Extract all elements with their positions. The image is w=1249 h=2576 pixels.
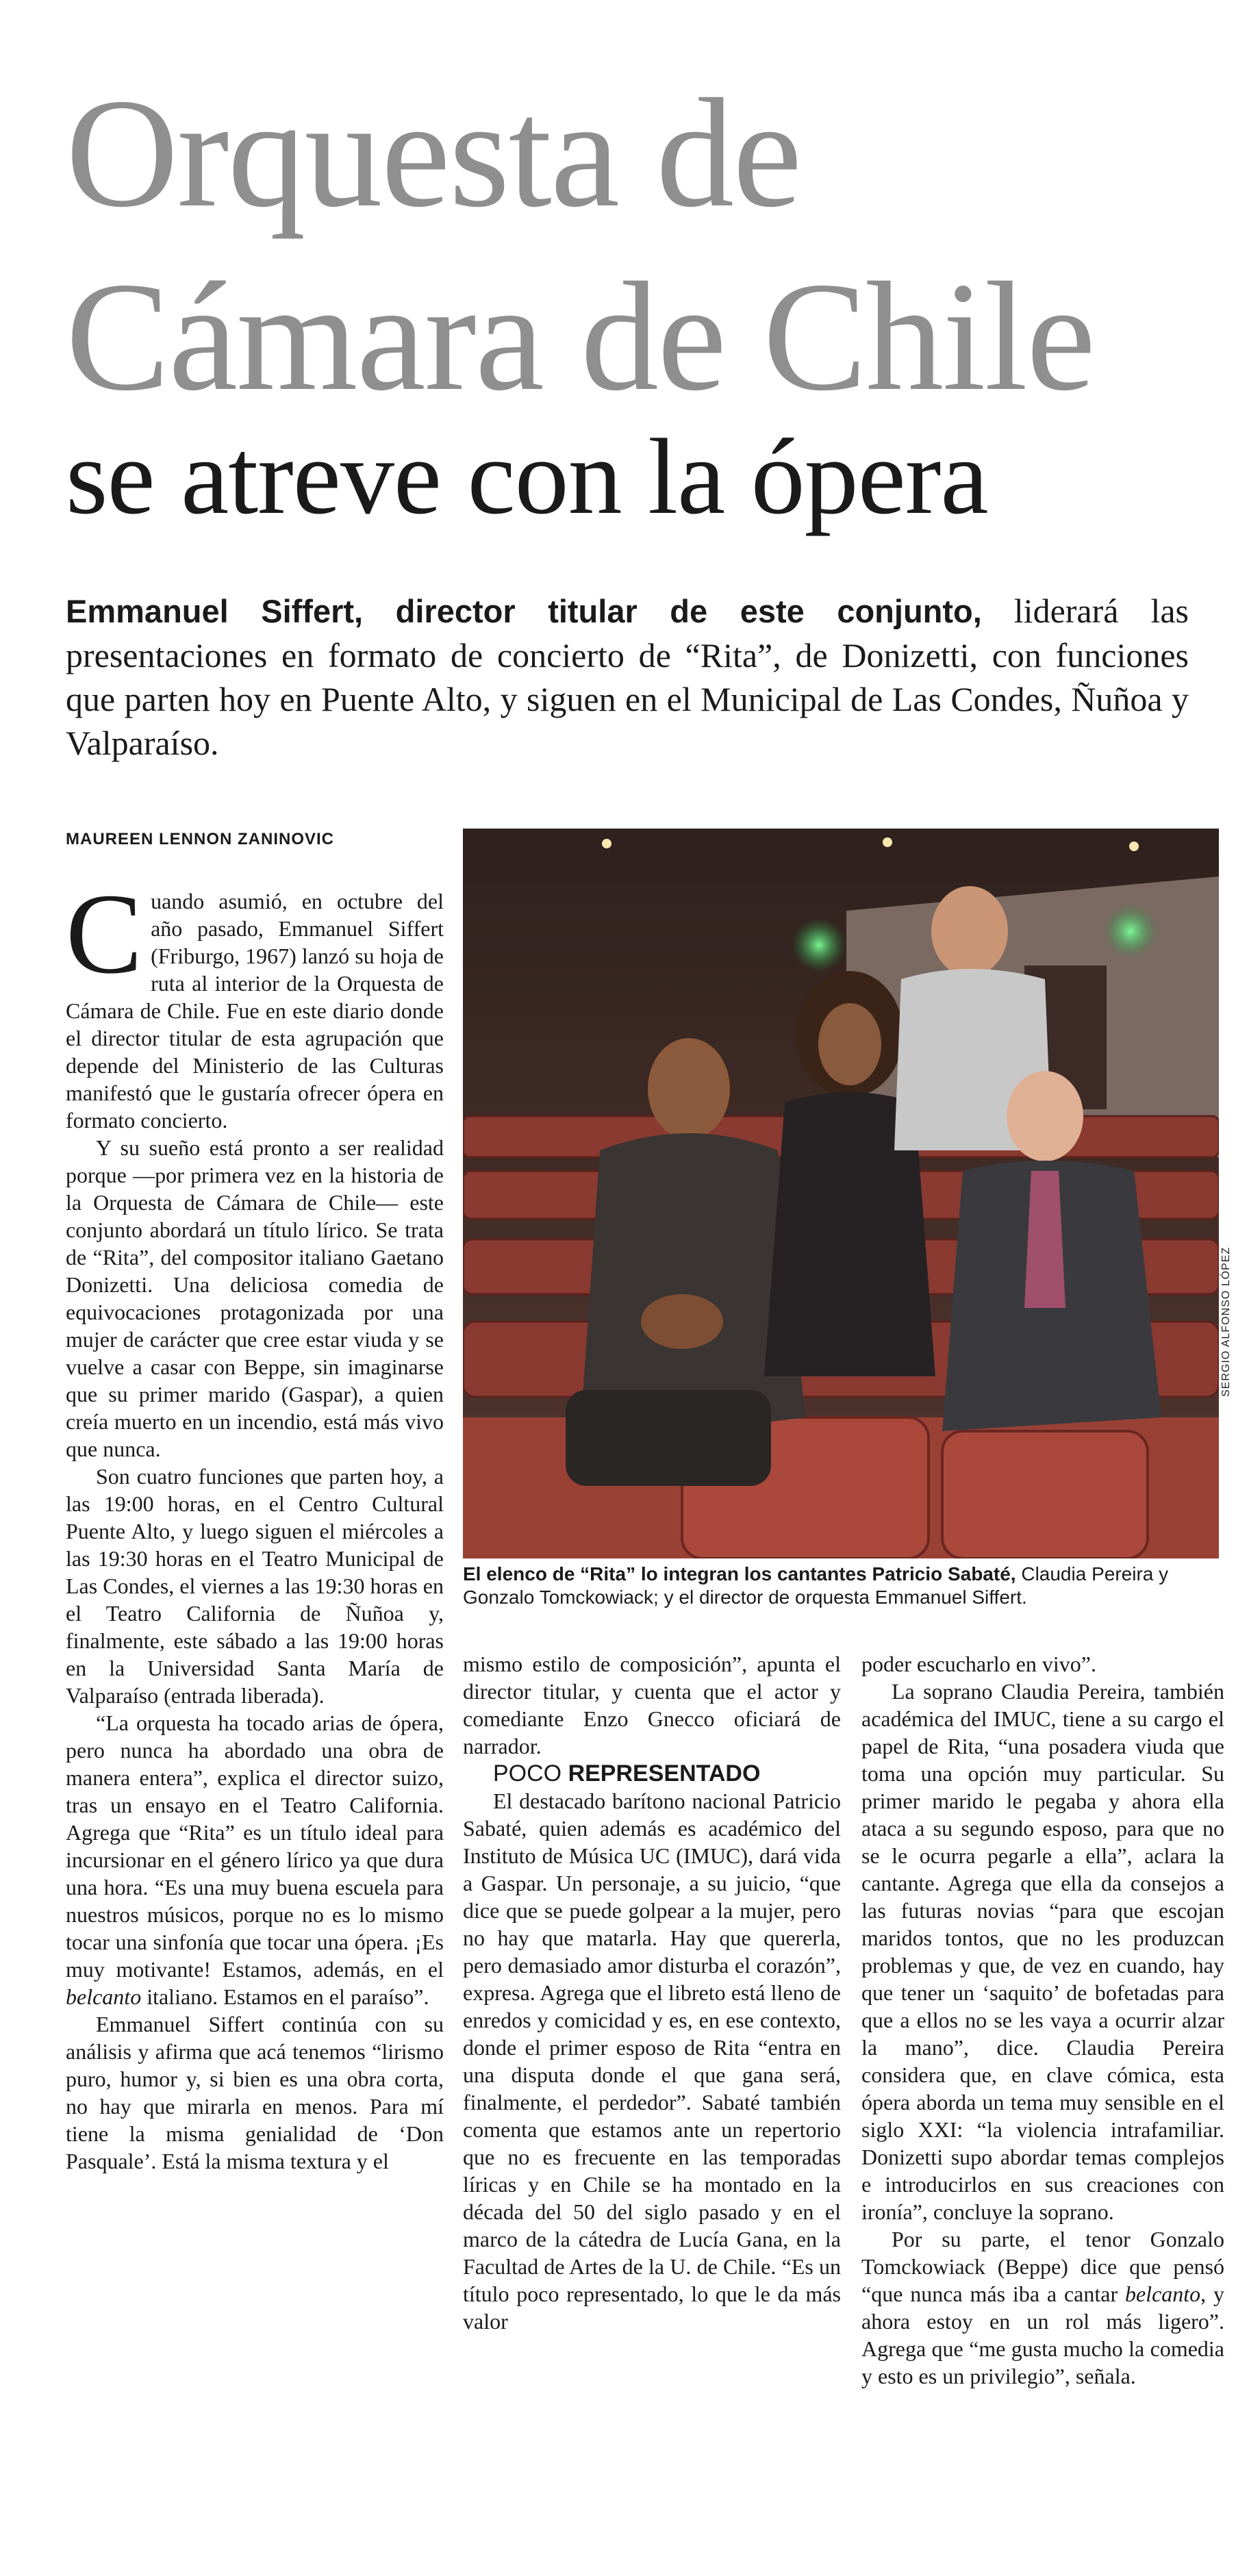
headline-line-1: Orquesta de <box>66 67 801 240</box>
column-1 <box>66 870 444 2175</box>
drop-cap: C <box>66 870 143 998</box>
paragraph-1 <box>66 870 444 1134</box>
deck-bold: Emmanuel Siffert, director titular de este conjunto, <box>66 593 982 629</box>
paragraph-4-italic: belcanto <box>66 1984 142 2009</box>
headline-line-2: Cámara de Chile <box>66 251 1095 423</box>
cast-photo <box>463 829 1219 1558</box>
subhead-light: POCO <box>493 1760 568 1786</box>
headline-line-3: se atreve con la ópera <box>66 417 988 537</box>
paragraph-10-end: , y ahora estoy en un rol más ligero”. Agrega que “me gusta mucho la comedia y esto es un privilegio”, señala. <box>861 2282 1225 2388</box>
paragraph-9: La soprano Claudia Pereira, también académica del IMUC, tiene a su cargo el papel de Rita, “una posadera viuda que toma una opción muy particular. Su primer marido le pegaba y ahora ella ataca a su segundo esposo, para que no se le ocurra pegarle a ella”, aclara la cantante. Agrega que ella da consejos a las futuras novias “para que escojan maridos tontos, que no les produzcan problemas y que, de vez en cuando, hay que tener un ‘saquito’ de bofetadas para que a ellos no se les vaya a ocurrir alzar la mano”, dice. Claudia Pereira considera que, en clave cómica, esta ópera aborda un tema muy sensible en el siglo XXI: “la violencia intrafamiliar. Donizetti supo abordar temas complejos e introducirlos en sus creaciones con ironía”, concluye la soprano. <box>861 1679 1224 2224</box>
article-deck <box>66 589 1189 765</box>
paragraph-4-end: italiano. Estamos en el paraíso”. <box>141 1984 429 2009</box>
column-3 <box>861 1650 1224 2390</box>
section-subhead <box>463 1760 841 1787</box>
column-2 <box>463 1650 841 2335</box>
paragraph-4-text: “La orquesta ha tocado arias de ópera, pero nunca ha abordado una obra de manera entera”, explica el director suizo, tras un ensayo en el Teatro California. Agrega que “Rita” es un título ideal para incursionar en el género lírico ya que dura una hora. “Es una muy buena escuela para nuestros músicos, porque no es lo mismo tocar una sinfonía que tocar una ópera. ¡Es muy motivante! Estamos, además, en el <box>66 1710 444 1982</box>
caption-bold: El elenco de “Rita” lo integran los cantantes Patricio Sabaté, <box>463 1563 1016 1584</box>
paragraph-5: Emmanuel Siffert continúa con su análisis y afirma que acá tenemos “lirismo puro, humor y, si bien es una obra corta, no hay que mirarla en menos. Para mí tiene la misma genialidad de ‘Don Pasquale’. Está la misma textura y el <box>66 2012 444 2173</box>
cast-photo-illustration <box>463 829 1219 1558</box>
deck-text: liderará las presentaciones en formato de concierto de “Rita”, de Donizetti, con funciones que parten hoy en Puente Alto, y siguen en el Municipal de Las Condes, Ñuñoa y Valparaíso. <box>66 592 1189 762</box>
paragraph-10-italic: belcanto <box>1124 2282 1201 2306</box>
paragraph-1-text: uando asumió, en octubre del año pasado, Emmanuel Siffert (Friburgo, 1967) lanzó su hoja de ruta al interior de la Orquesta de Cámara de Chile. Fue en este diario donde el director titular de esta agrupación que depende del Ministerio de las Culturas manifestó que le gustaría ofrecer ópera en formato concierto. <box>66 889 444 1133</box>
paragraph-8: poder escucharlo en vivo”. <box>861 1652 1096 1676</box>
paragraph-10-text: Por su parte, el tenor Gonzalo Tomckowiack (Beppe) dice que pensó “que nunca más iba a cantar <box>861 2227 1224 2306</box>
caption-text: Claudia Pereira y Gonzalo Tomckowiack; y el director de orquesta Emmanuel Siffert. <box>463 1563 1169 1608</box>
paragraph-10 <box>861 2225 1224 2390</box>
paragraph-4 <box>66 1709 444 2010</box>
paragraph-3: Son cuatro funciones que parten hoy, a las 19:00 horas, en el Centro Cultural Puente Alto, y luego siguen el miércoles a las 19:30 horas en el Teatro Municipal de Las Condes, el viernes a las 19:30 horas en el Teatro California de Ñuñoa y, finalmente, este sábado a las 19:00 horas en la Universidad Santa María de Valparaíso (entrada liberada). <box>66 1464 444 1708</box>
photo-credit: SERGIO ALFONSO LÓPEZ <box>1220 1246 1232 1397</box>
byline: MAUREEN LENNON ZANINOVIC <box>66 830 335 848</box>
photo-caption <box>463 1563 1219 1609</box>
paragraph-7: El destacado barítono nacional Patricio Sabaté, quien además es académico del Instituto de Música UC (IMUC), dará vida a Gaspar. Un personaje, a su juicio, “que dice que se puede golpear a la mujer, pero no hay que matarla. Hay que quererla, pero demasiado amor disturba el corazón”, expresa. Agrega que el libreto está lleno de enredos y comicidad y es, en ese contexto, donde el primer esposo de Rita “entra en una disputa donde el que gana será, finalmente, el perdedor”. Sabaté también comenta que estamos ante un repertorio que no es frecuente en las temporadas líricas y en Chile se ha montado en la década del 50 del siglo pasado y en el marco de la cátedra de Lucía Gana, en la Facultad de Artes de la U. de Chile. “Es un título poco representado, lo que le da más valor <box>463 1789 841 2334</box>
subhead-bold: REPRESENTADO <box>568 1760 761 1786</box>
paragraph-6: mismo estilo de composición”, apunta el director titular, y cuenta que el actor y comediante Enzo Gnecco oficiará de narrador. <box>463 1652 841 1758</box>
paragraph-2: Y su sueño está pronto a ser realidad porque —por primera vez en la historia de la Orquesta de Cámara de Chile— este conjunto abordará un título lírico. Se trata de “Rita”, del compositor italiano Gaetano Donizetti. Una deliciosa comedia de equivocaciones protagonizada por una mujer de carácter que cree estar viuda y se vuelve a casar con Beppe, sin imaginarse que su primer marido (Gaspar), a quien creía muerto en un incendio, está más vivo que nunca. <box>66 1135 444 1461</box>
